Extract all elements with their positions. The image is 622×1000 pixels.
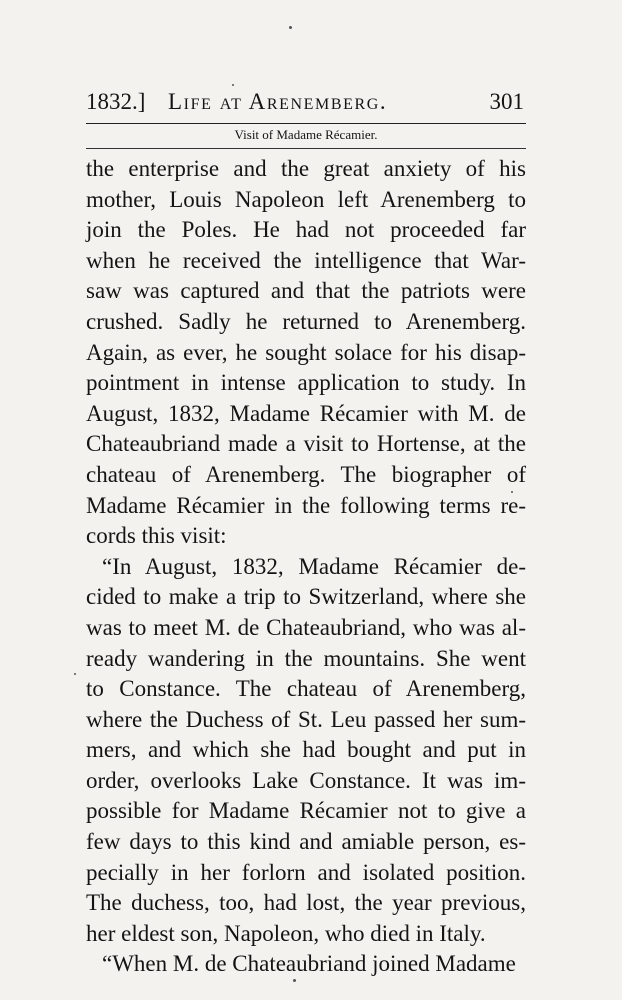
text-line: ready wandering in the mountains. She went	[86, 645, 526, 671]
text-line: few days to this kind and amiable person, es-	[86, 829, 526, 855]
text-line: join the Poles. He had not proceeded far	[86, 217, 526, 243]
text-line: cords this visit:	[86, 523, 227, 549]
text-line: crushed. Sadly he returned to Arenemberg.	[86, 308, 526, 334]
text-line: when he received the intelligence that War-	[86, 247, 526, 273]
text-line: possible for Madame Récamier not to give a	[86, 798, 526, 824]
print-speck	[74, 673, 76, 675]
running-head-title: Life at Arenemberg.	[168, 89, 388, 114]
text-line: saw was captured and that the patriots were	[86, 278, 526, 304]
text-line: “In August, 1832, Madame Récamier de-	[102, 553, 526, 579]
text-line: cided to make a trip to Switzerland, where she	[86, 584, 526, 610]
text-line: “When M. de Chateaubriand joined Madame	[102, 951, 516, 977]
print-speck	[293, 979, 296, 982]
subheading-rule	[86, 148, 526, 149]
text-line: mother, Louis Napoleon left Arenemberg to	[86, 186, 526, 212]
text-line: Again, as ever, he sought solace for his disap-	[86, 339, 526, 365]
text-line: to Constance. The chateau of Arenemberg,	[86, 676, 526, 702]
print-speck	[289, 26, 292, 29]
text-line: was to meet M. de Chateaubriand, who was al-	[86, 614, 526, 640]
text-line: pointment in intense application to study. In	[86, 370, 526, 396]
page-number: 301	[489, 89, 524, 114]
running-head	[86, 84, 530, 120]
text-line: August, 1832, Madame Récamier with M. de	[86, 400, 526, 426]
text-line: order, overlooks Lake Constance. It was im-	[86, 767, 526, 793]
running-head-year: 1832.]	[86, 89, 146, 114]
body-text	[86, 154, 526, 980]
print-speck	[232, 84, 234, 86]
text-line: mers, and which she had bought and put in	[86, 737, 526, 763]
header-rule	[86, 123, 526, 124]
text-line: Chateaubriand made a visit to Hortense, at the	[86, 431, 526, 457]
section-subheading: Visit of Madame Récamier.	[234, 127, 378, 142]
print-speck	[511, 491, 513, 493]
text-line: Madame Récamier in the following terms re-	[86, 492, 526, 518]
text-line: where the Duchess of St. Leu passed her sum-	[86, 706, 526, 732]
text-line: The duchess, too, had lost, the year previous,	[86, 890, 526, 916]
text-line: chateau of Arenemberg. The biographer of	[86, 461, 526, 487]
text-line: the enterprise and the great anxiety of his	[86, 156, 526, 181]
text-line: her eldest son, Napoleon, who died in Italy.	[86, 920, 486, 946]
text-line: pecially in her forlorn and isolated position.	[86, 859, 526, 885]
